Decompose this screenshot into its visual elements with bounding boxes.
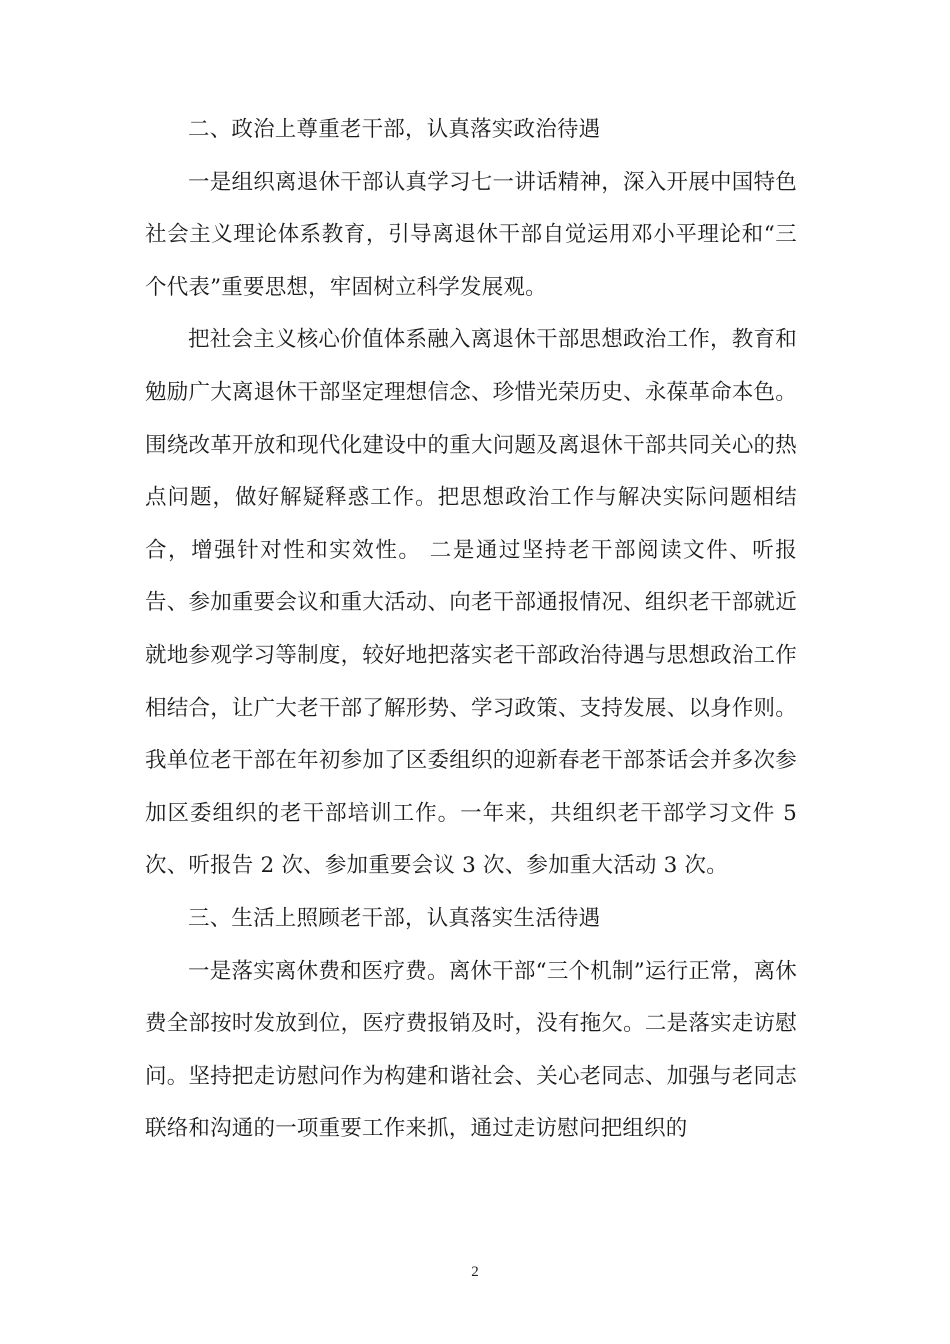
page-number: 2 [471,1264,479,1280]
section-heading-living: 三、生活上照顾老干部，认真落实生活待遇 [188,905,601,931]
paragraph-ideological-work: 把社会主义核心价值体系融入离退休干部思想政治工作，教育和勉励广大离退休干部坚定理想信念、珍惜光荣历史、永葆革命本色。围绕改革开放和现代化建设中的重大问题及离退休干部共同关心的热点问题，做好解疑释惑工作。把思想政治工作与解决实际问题相结合，增强针对性和实效性。 二是通过坚持老干部阅读文件、听报告、参加重要会议和重大活动、向老干部通报情况、组织老干部就近就地参观学习等制度，较好地把落实老干部政治待遇与思想政治工作相结合，让广大老干部了解形势、学习政策、支持发展、以身作则。我单位老干部在年初参加了区委组织的迎新春老干部茶话会并多次参加区委组织的老干部培训工作。一年来，共组织老干部学习文件 5 次、听报告 2 次、参加重要会议 3 次、参加重大活动 3 次。 [145,327,797,879]
paragraph-retirement-pay: 一是落实离休费和医疗费。离休干部“三个机制”运行正常，离休费全部按时发放到位，医疗费报销及时，没有拖欠。二是落实走访慰问。坚持把走访慰问作为构建和谐社会、关心老同志、加强与老同志联络和沟通的一项重要工作来抓，通过走访慰问把组织的 [145,958,797,1142]
paragraph-study: 一是组织离退休干部认真学习七一讲话精神，深入开展中国特色社会主义理论体系教育，引导离退休干部自觉运用邓小平理论和“三个代表”重要思想，牢固树立科学发展观。 [145,169,797,300]
section-heading-political: 二、政治上尊重老干部，认真落实政治待遇 [188,117,601,142]
document-body [145,104,797,1156]
